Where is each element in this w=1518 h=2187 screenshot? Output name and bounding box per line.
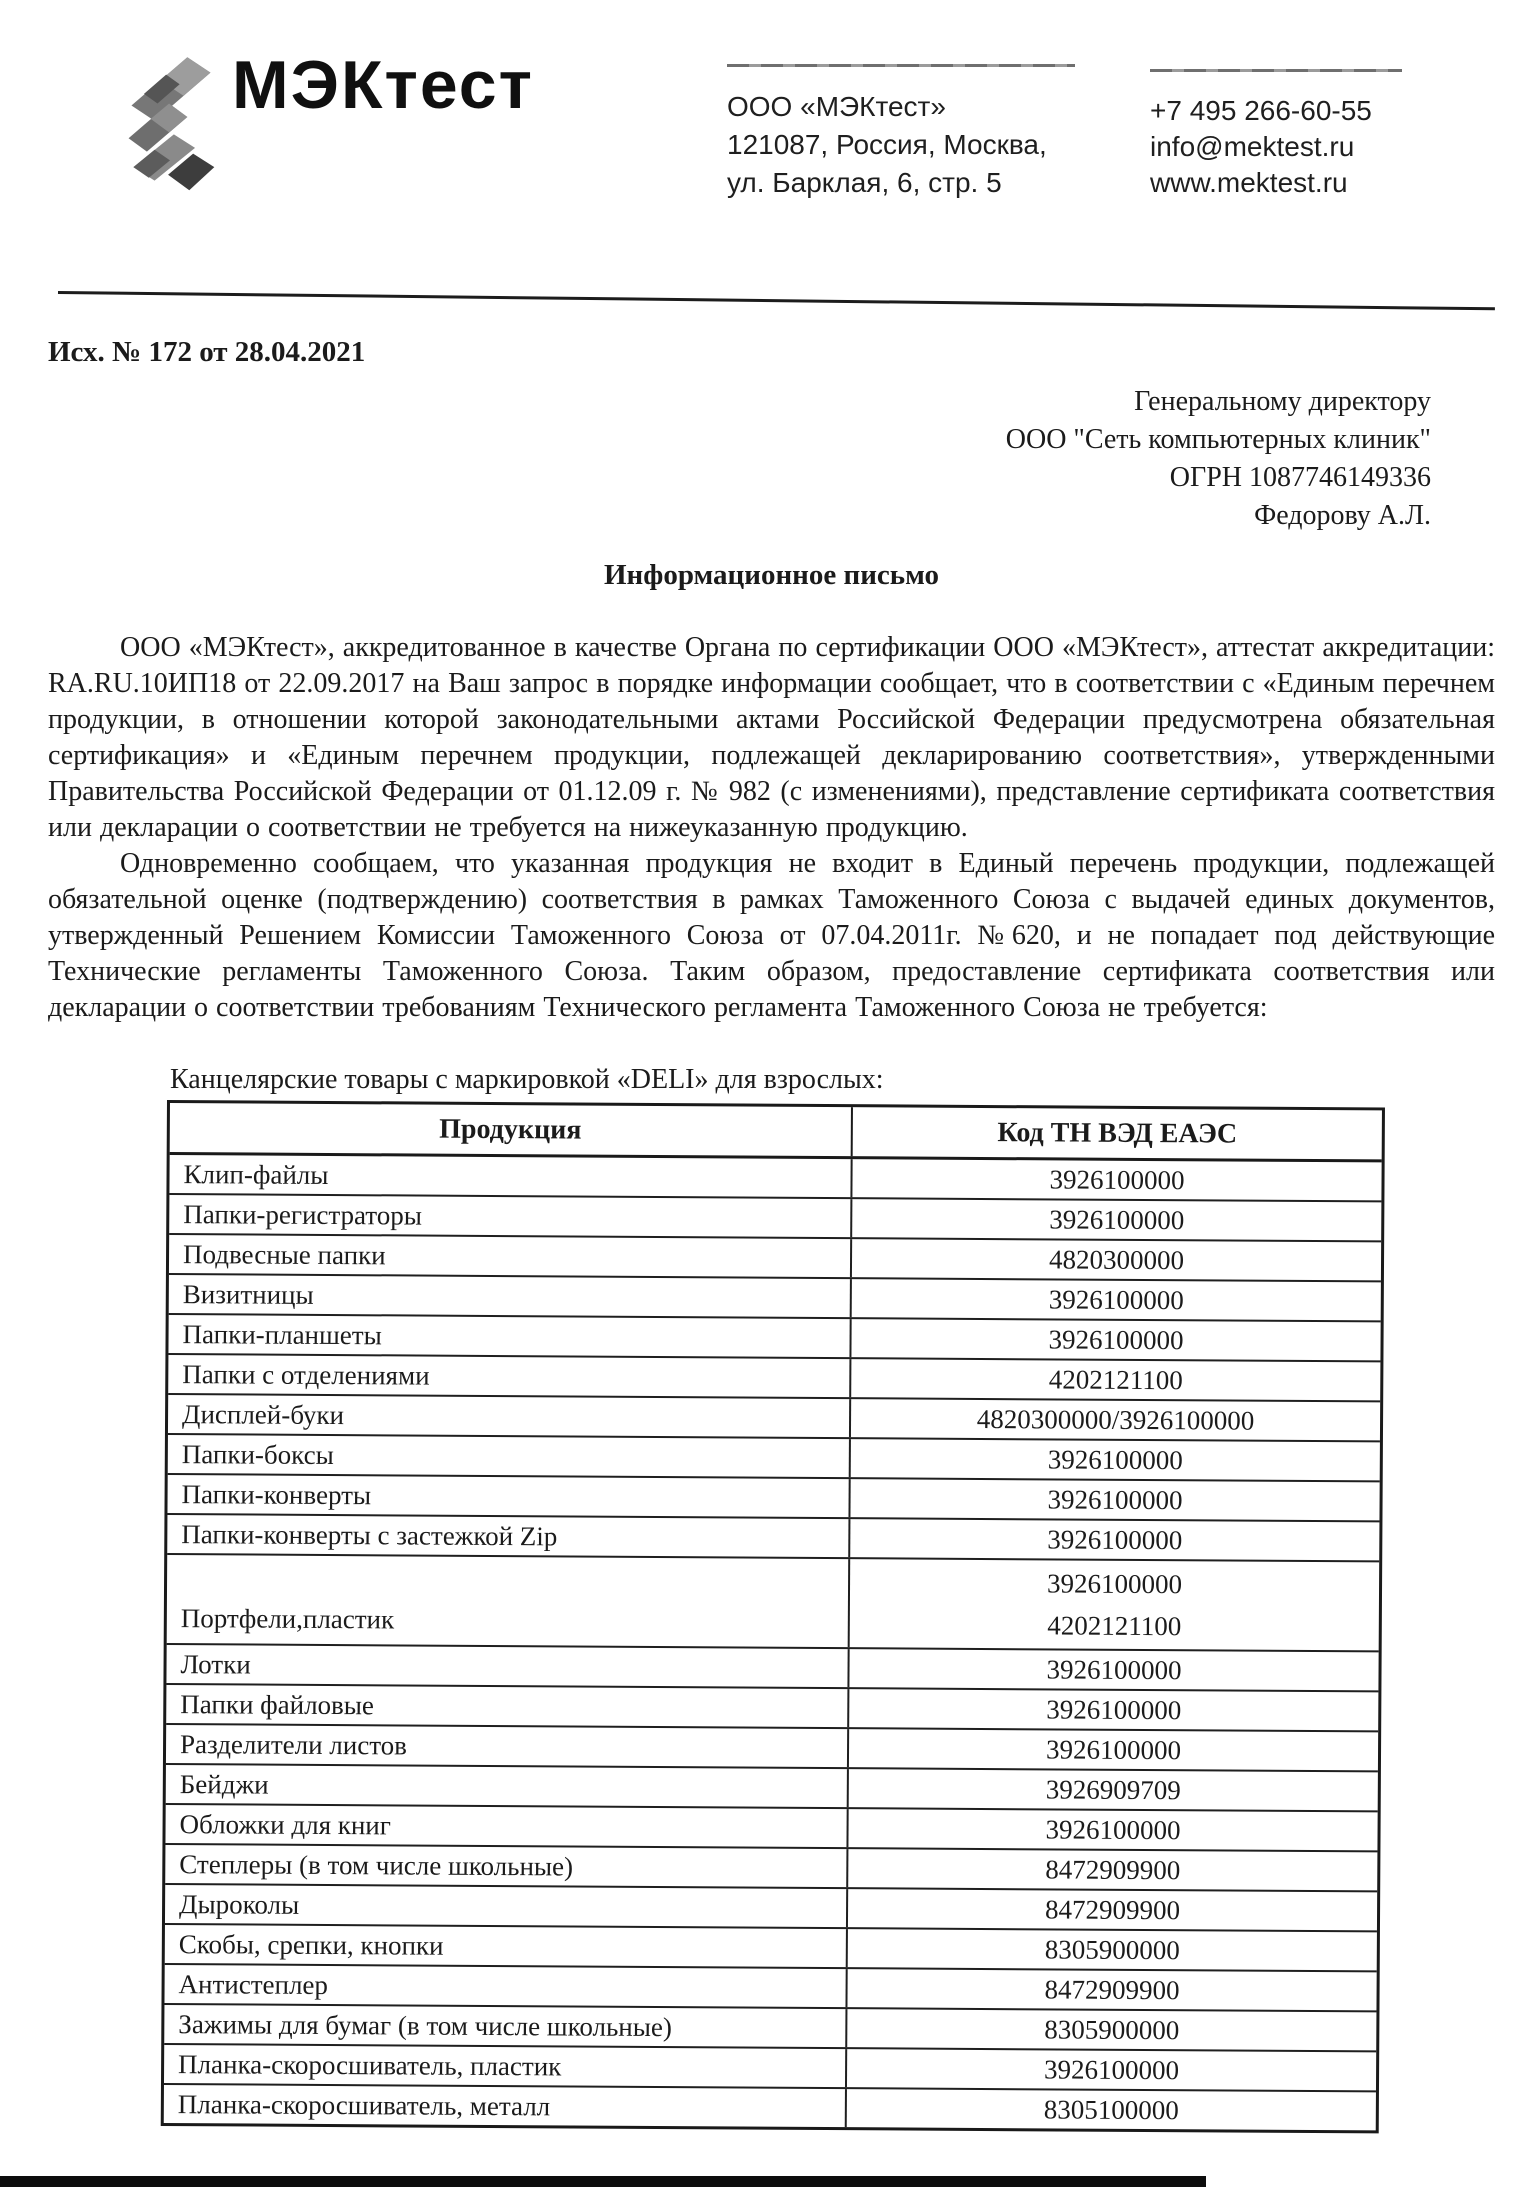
code-cell [847, 1969, 1376, 2010]
recipient-line: ООО "Сеть компьютерных клиник" [1005, 424, 1431, 455]
product-cell: Планка-скоросшиватель, металл [164, 2085, 847, 2127]
company-name: ООО «МЭКтест» [727, 91, 946, 122]
product-cell: Дыроколы [165, 1885, 848, 1927]
product-cell: Степлеры (в том числе школьные) [165, 1845, 848, 1887]
product-cell: Бейджи [166, 1765, 849, 1807]
code-value: 4820300000 [1048, 1244, 1185, 1276]
scan-artifact-bar [0, 2176, 1206, 2187]
product-codes-table [161, 1100, 1385, 2133]
product-cell: Папки с отделениями [168, 1355, 851, 1397]
product-cell: Зажимы для бумаг (в том числе школьные) [164, 2005, 847, 2047]
code-cell [852, 1239, 1381, 1280]
code-cell [848, 1889, 1377, 1930]
product-cell: Скобы, срепки, кнопки [165, 1925, 848, 1967]
logo-wordmark: МЭКтест [232, 47, 534, 123]
header-company-block [727, 64, 1075, 202]
code-value: 3926100000 [1046, 1694, 1182, 1726]
code-cell [849, 1729, 1378, 1770]
code-cell [852, 1279, 1381, 1320]
company-phone: +7 495 266-60-55 [1150, 95, 1372, 126]
code-value: 3926100000 [1048, 1324, 1184, 1356]
code-value: 3926100000 [1046, 1568, 1183, 1600]
code-cell [852, 1159, 1381, 1200]
code-cell [847, 2089, 1376, 2130]
product-cell: Папки-боксы [168, 1435, 851, 1477]
product-cell: Антистеплер [164, 1965, 847, 2007]
code-value: 3926100000 [1049, 1204, 1185, 1236]
product-cell: Папки-конверты с застежкой Zip [167, 1515, 850, 1557]
code-value: 3926100000 [1044, 2054, 1180, 2086]
product-cell: Обложки для книг [165, 1805, 848, 1847]
code-cell [851, 1439, 1380, 1480]
code-cell [847, 2009, 1376, 2050]
product-cell: Клип-файлы [169, 1155, 852, 1197]
code-cell [851, 1359, 1380, 1400]
product-cell: Портфели,пластик [167, 1555, 851, 1647]
code-cell [849, 1769, 1378, 1810]
product-cell: Дисплей-буки [168, 1395, 851, 1437]
table-row [164, 2085, 1376, 2130]
header-contacts-block [1150, 69, 1438, 201]
product-cell: Папки-планшеты [168, 1315, 851, 1357]
code-value: 8305100000 [1043, 2094, 1179, 2126]
code-cell [849, 1649, 1378, 1690]
code-value: 3926100000 [1049, 1164, 1185, 1196]
code-value: 3926100000 [1046, 1654, 1182, 1686]
recipient-line: Федорову А.Л. [1254, 500, 1431, 531]
letter-paragraph: Одновременно сообщаем, что указанная продукция не входит в Единый перечень продукции, подлежащей обязательной оценке (подтверждению) соответствия в рамках Таможенного Союза с выдачей единых документов, утвержденный Решением Комиссии Таможенного Союза от 07.04.2011г. №620, и не попадает под действующие Технические регламенты Таможенного Союза. Таким образом, предоставление сертификата соответствия или декларации о соответствии требованиям Технического регламента Таможенного Союза не требуется: [48, 848, 1495, 1023]
header-rule [727, 64, 1075, 67]
column-header-product: Продукция [170, 1103, 853, 1156]
code-value: 4820300000/3926100000 [976, 1403, 1255, 1436]
header-rule [1150, 69, 1402, 72]
code-value: 3926100000 [1045, 1734, 1182, 1766]
code-value: 3926100000 [1047, 1484, 1183, 1516]
letter-paragraphs [48, 630, 1495, 1026]
product-cell: Подвесные папки [169, 1235, 852, 1277]
letter-title: Информационное письмо [603, 559, 940, 591]
code-value: 3926909709 [1045, 1774, 1181, 1806]
code-value: 8472909900 [1045, 1854, 1181, 1886]
code-value: 8472909900 [1044, 1974, 1180, 2006]
product-cell: Разделители листов [166, 1725, 849, 1767]
product-cell: Папки-конверты [167, 1475, 850, 1517]
code-cell [848, 1929, 1377, 1970]
product-cell: Папки-регистраторы [169, 1195, 852, 1237]
product-cell: Визитницы [169, 1275, 852, 1317]
product-cell: Папки файловые [166, 1685, 849, 1727]
table-row [167, 1555, 1380, 1652]
code-cell [852, 1199, 1381, 1240]
letter-body [48, 336, 1495, 2126]
letter-paragraph: ООО «МЭКтест», аккредитованное в качестве Органа по сертификации ООО «МЭКтест», аттестат аккредитации: RA.RU.10ИП18 от 22.09.2017 на Ваш запрос в порядке информации сообщает, что в соответствии с «Единым перечнем продукции, в отношении которой законодательными актами Российской Федерации предусмотрена обязательная сертификация» и «Единым перечнем продукции, подлежащей декларированию соответствия», утвержденными Правительства Российской Федерации от 01.12.09 г. № 982 (с изменениями), представление сертификата соответствия или декларации о соответствии не требуется на нижеуказанную продукцию. [48, 632, 1495, 843]
code-cell [850, 1559, 1380, 1650]
code-cell [849, 1689, 1378, 1730]
outgoing-ref-number: Исх. № 172 от 28.04.2021 [48, 336, 366, 368]
code-cell [850, 1479, 1379, 1520]
table-header-row [170, 1103, 1382, 1162]
code-value: 8305900000 [1044, 1934, 1180, 1966]
table-body [164, 1155, 1382, 2130]
recipient-block [48, 383, 1431, 535]
column-header-code: Код ТН ВЭД ЕАЭС [997, 1117, 1238, 1150]
code-value: 8472909900 [1044, 1894, 1181, 1926]
code-value: 4202121100 [1047, 1610, 1182, 1642]
code-value: 3926100000 [1045, 1814, 1181, 1846]
recipient-line: ОГРН 1087746149336 [1169, 462, 1431, 493]
company-address-city: 121087, Россия, Москва, [727, 129, 1047, 160]
code-value: 3926100000 [1048, 1284, 1184, 1316]
company-website: www.mektest.ru [1150, 167, 1348, 198]
code-cell [851, 1399, 1380, 1440]
code-cell [847, 2049, 1376, 2090]
code-cell [848, 1849, 1377, 1890]
mektest-logo-icon [112, 38, 228, 196]
product-cell: Планка-скоросшиватель, пластик [164, 2045, 847, 2087]
header-divider-line [58, 291, 1495, 310]
table-caption: Канцелярские товары с маркировкой «DELI» для взрослых: [170, 1064, 884, 1095]
product-cell: Лотки [166, 1645, 849, 1687]
code-value: 3926100000 [1047, 1524, 1183, 1556]
company-address-street: ул. Барклая, 6, стр. 5 [727, 167, 1002, 198]
code-cell [848, 1809, 1377, 1850]
company-email: info@mektest.ru [1150, 131, 1355, 162]
code-value: 3926100000 [1047, 1444, 1183, 1476]
code-cell [850, 1519, 1379, 1560]
code-value: 8305900000 [1044, 2014, 1180, 2046]
code-value: 4202121100 [1048, 1364, 1183, 1396]
code-cell [851, 1319, 1380, 1360]
recipient-line: Генеральному директору [1134, 386, 1431, 417]
